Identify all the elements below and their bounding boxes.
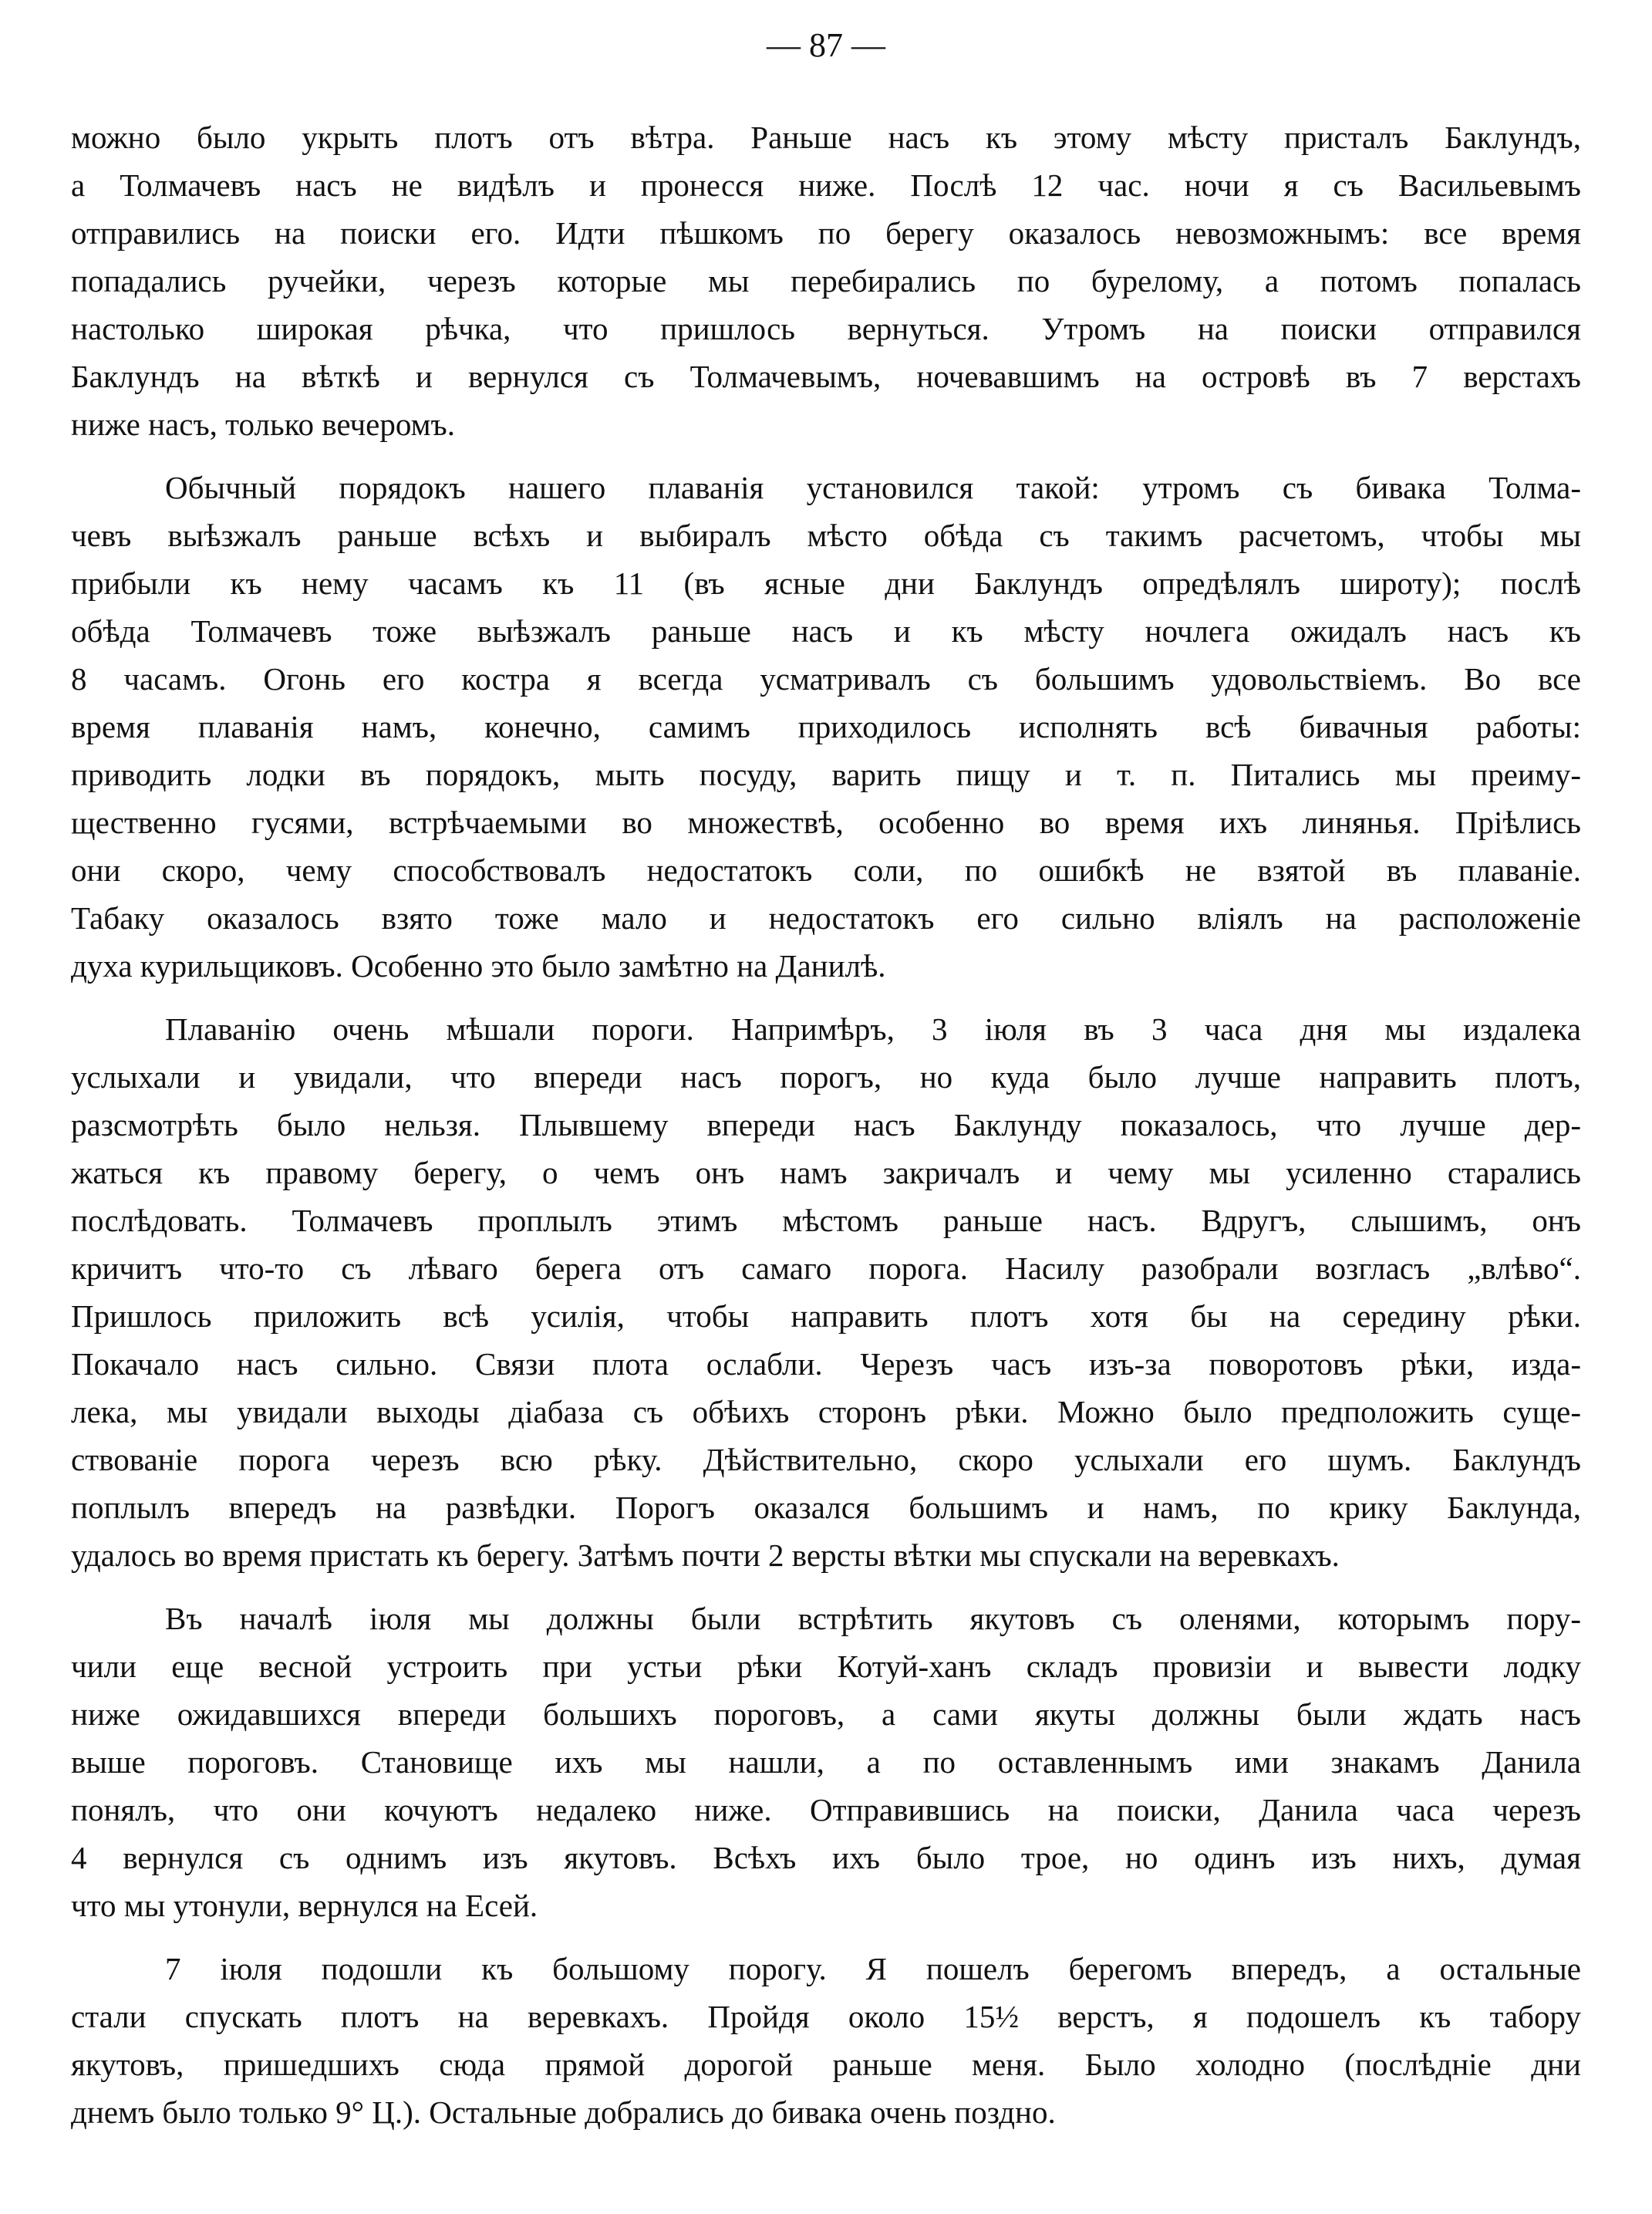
text-line: попадались ручейки, черезъ которые мы перебирались по бурелому, а потомъ попалась: [71, 263, 1581, 299]
paragraph: [71, 1595, 1581, 1929]
text-line: Въ началѣ іюля мы должны были встрѣтить якутовъ съ оленями, которымъ пору-: [165, 1601, 1581, 1636]
text-line: Табаку оказалось взято тоже мало и недостатокъ его сильно вліялъ на расположеніе: [71, 900, 1581, 936]
paragraph: [71, 464, 1581, 990]
body-text: [71, 113, 1581, 2152]
page-number: — 87 —: [767, 26, 885, 64]
text-line: что мы утонули, вернулся на Есей.: [71, 1888, 538, 1923]
text-line: чевъ выѣзжалъ раньше всѣхъ и выбиралъ мѣсто обѣда съ такимъ расчетомъ, чтобы мы: [71, 518, 1581, 553]
text-line: лека, мы увидали выходы діабаза съ обѣихъ сторонъ рѣки. Можно было предположить суще-: [71, 1394, 1581, 1429]
text-line: Пришлось приложить всѣ усилія, чтобы направить плотъ хотя бы на середину рѣки.: [71, 1298, 1581, 1334]
text-line: можно было укрыть плотъ отъ вѣтра. Раньше насъ къ этому мѣсту присталъ Баклундъ,: [71, 120, 1581, 155]
text-line: Плаванію очень мѣшали пороги. Напримѣръ, 3 іюля въ 3 часа дня мы издалека: [165, 1011, 1581, 1047]
text-line: Обычный порядокъ нашего плаванія установился такой: утромъ съ бивака Толма-: [165, 470, 1581, 505]
text-line: отправились на поиски его. Идти пѣшкомъ по берегу оказалось невозможнымъ: все время: [71, 215, 1581, 251]
text-line: время плаванія намъ, конечно, самимъ приходилось исполнять всѣ бивачныя работы:: [71, 709, 1581, 744]
text-line: услыхали и увидали, что впереди насъ порогъ, но куда было лучше направить плотъ,: [71, 1059, 1581, 1095]
text-line: якутовъ, пришедшихъ сюда прямой дорогой раньше меня. Было холодно (послѣдніе дни: [71, 2047, 1581, 2082]
text-line: понялъ, что они кочуютъ недалеко ниже. Отправившись на поиски, Данила часа черезъ: [71, 1792, 1581, 1828]
text-line: жаться къ правому берегу, о чемъ онъ намъ закричалъ и чему мы усиленно старались: [71, 1155, 1581, 1190]
text-line: удалось во время пристать къ берегу. Затѣмъ почти 2 версты вѣтки мы спускали на веревкахъ.: [71, 1537, 1340, 1573]
text-line: послѣдовать. Толмачевъ проплылъ этимъ мѣстомъ раньше насъ. Вдругъ, слышимъ, онъ: [71, 1203, 1581, 1238]
text-line: 8 часамъ. Огонь его костра я всегда усматривалъ съ большимъ удовольствіемъ. Во все: [71, 661, 1581, 697]
text-line: 7 іюля подошли къ большому порогу. Я пошелъ берегомъ впередъ, а остальные: [165, 1951, 1581, 1986]
paragraph: [71, 1945, 1581, 2136]
paragraph: [71, 1005, 1581, 1579]
text-line: 4 вернулся съ однимъ изъ якутовъ. Всѣхъ ихъ было трое, но одинъ изъ нихъ, думая: [71, 1840, 1581, 1875]
text-line: духа курильщиковъ. Особенно это было замѣтно на Данилѣ.: [71, 948, 886, 984]
text-line: стали спускать плотъ на веревкахъ. Пройдя около 15½ верстъ, я подошелъ къ табору: [71, 1999, 1581, 2034]
text-line: днемъ было только 9° Ц.). Остальные добрались до бивака очень поздно.: [71, 2094, 1056, 2130]
text-line: ниже насъ, только вечеромъ.: [71, 407, 455, 442]
text-line: щественно гусями, встрѣчаемыми во множествѣ, особенно во время ихъ линянья. Пріѣлись: [71, 805, 1581, 840]
text-line: ствованіе порога черезъ всю рѣку. Дѣйствительно, скоро услыхали его шумъ. Баклундъ: [71, 1442, 1581, 1477]
text-line: настолько широкая рѣчка, что пришлось вернуться. Утромъ на поиски отправился: [71, 311, 1581, 346]
text-line: прибыли къ нему часамъ къ 11 (въ ясные дни Баклундъ опредѣлялъ широту); послѣ: [71, 565, 1581, 601]
text-line: кричитъ что-то съ лѣваго берега отъ самаго порога. Насилу разобрали возгласъ „влѣво“.: [71, 1250, 1581, 1286]
text-line: обѣда Толмачевъ тоже выѣзжалъ раньше насъ и къ мѣсту ночлега ожидалъ насъ къ: [71, 613, 1581, 649]
text-line: чили еще весной устроить при устьи рѣки Котуй-ханъ складъ провизіи и вывести лодку: [71, 1649, 1581, 1684]
text-line: а Толмачевъ насъ не видѣлъ и пронесся ниже. Послѣ 12 час. ночи я съ Васильевымъ: [71, 167, 1581, 203]
text-line: ниже ожидавшихся впереди большихъ пороговъ, а сами якуты должны были ждать насъ: [71, 1696, 1581, 1732]
paragraph: [71, 113, 1581, 448]
text-line: приводить лодки въ порядокъ, мыть посуду, варить пищу и т. п. Питались мы преиму-: [71, 757, 1581, 792]
text-line: Баклундъ на вѣткѣ и вернулся съ Толмачевымъ, ночевавшимъ на островѣ въ 7 верстахъ: [71, 359, 1581, 394]
text-line: выше пороговъ. Становище ихъ мы нашли, а по оставленнымъ ими знакамъ Данила: [71, 1744, 1581, 1780]
text-line: они скоро, чему способствовалъ недостатокъ соли, по ошибкѣ не взятой въ плаваніе.: [71, 852, 1581, 888]
text-line: поплылъ впередъ на развѣдки. Порогъ оказался большимъ и намъ, по крику Баклунда,: [71, 1490, 1581, 1525]
text-line: Покачало насъ сильно. Связи плота ослабли. Черезъ часъ изъ-за поворотовъ рѣки, изда-: [71, 1346, 1581, 1382]
text-line: разсмотрѣть было нельзя. Плывшему впереди насъ Баклунду показалось, что лучше дер-: [71, 1107, 1581, 1142]
